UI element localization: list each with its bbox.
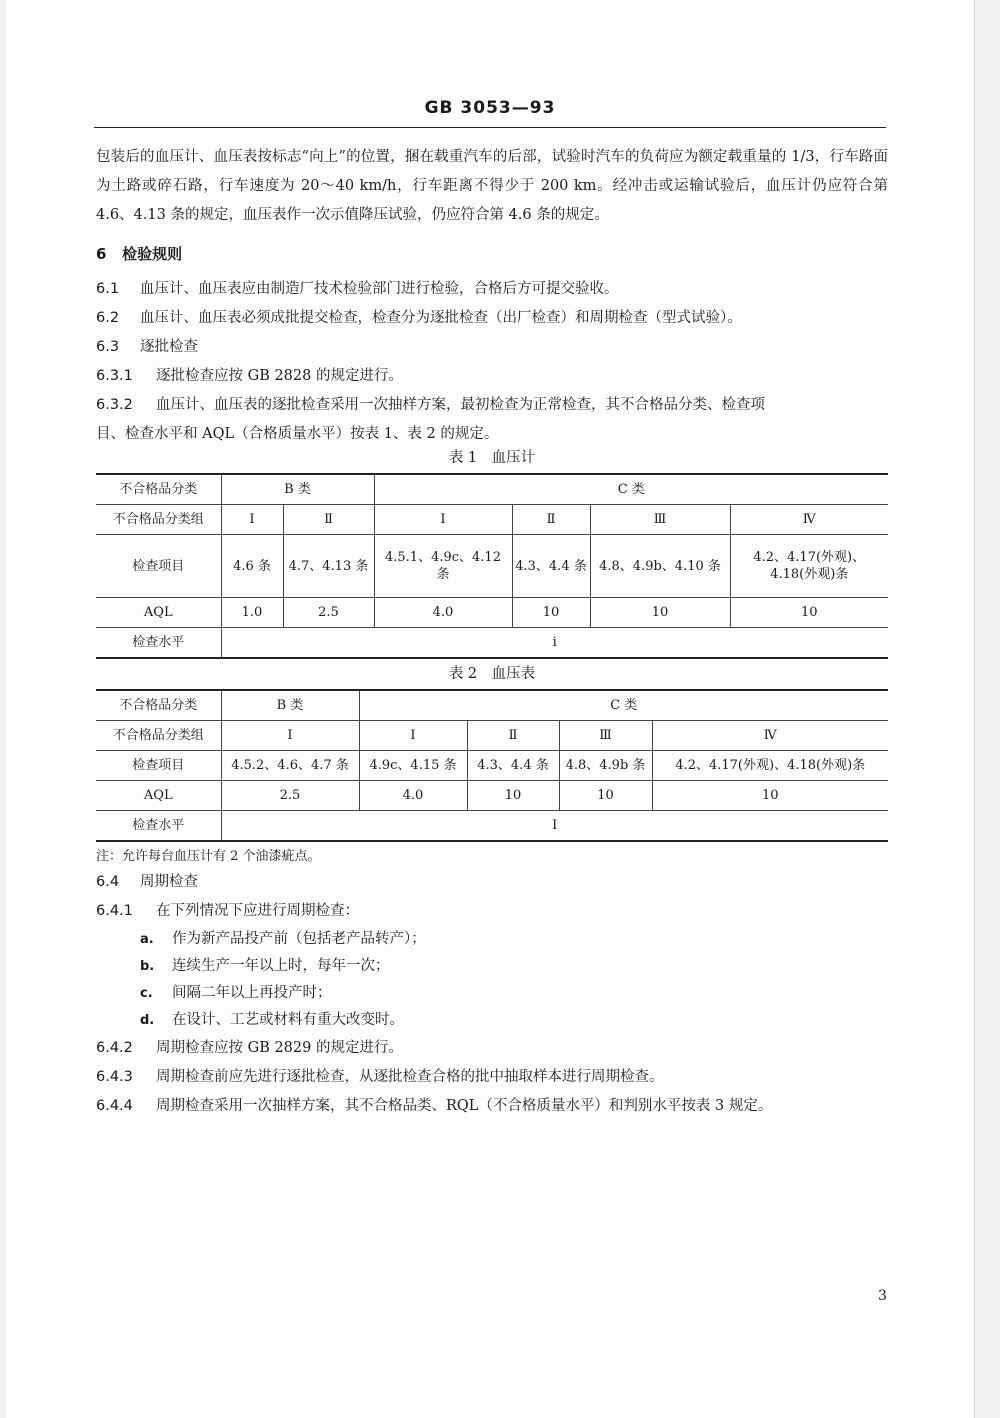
clause-6-3-2-continued: 目、检查水平和 AQL（合格质量水平）按表 1、表 2 的规定。 [96,426,499,442]
table-row [96,535,888,598]
clause-text: 血压计、血压表必须成批提交检查，检查分为逐批检查（出厂检查）和周期检查（型式试验）。 [140,310,742,326]
clause-number: 6.2 [96,310,120,326]
list-item-label: c. [140,986,153,1001]
clause-6-3 [96,333,888,362]
group-cell: Ⅱ [283,505,374,535]
intro-paragraph: 包装后的血压计、血压表按标志“向上”的位置，捆在载重汽车的后部，试验时汽车的负荷应为额定载重量的 1/3，行车路面为土路或碎石路，行车速度为 20～40 km/h，行车距离不得少于 200 km。经冲击或运输试验后，血压计仍应符合第 4.6、4.13 条的规定，血压表作一次示值降压试验，仍应符合第 4.6 条的规定。 [96,149,888,223]
list-item-text: 间隔二年以上再投产时； [172,985,332,1001]
item-line: 4.2、4.17(外观)、 [753,550,866,565]
clause-6-4-3 [96,1063,888,1092]
item-cell: 4.5.2、4.6、4.7 条 [221,751,359,781]
aql-cell: 10 [730,598,888,628]
aql-cell: 4.0 [359,781,467,811]
header-rule [94,127,886,128]
inspection-level-cell: i [221,628,888,659]
clause-6-1 [96,275,888,304]
clause-number: 6.3.2 [96,397,133,413]
section-6-heading [96,240,888,269]
inspection-level-cell: Ⅰ [221,811,888,842]
list-item-label: a. [140,932,154,947]
row-label: 不合格品分类组 [96,721,221,751]
clause-text: 血压计、血压表应由制造厂技术检验部门进行检验，合格后方可提交验收。 [140,281,619,297]
group-cell: Ⅰ [221,505,283,535]
list-item [96,980,888,1007]
item-cell: 4.8、4.9b、4.10 条 [590,535,730,598]
class-b-cell: B 类 [221,474,374,505]
table-row [96,505,888,535]
clause-text: 血压计、血压表的逐批检查采用一次抽样方案，最初检查为正常检查，其不合格品分类、检查项 [156,397,765,413]
aql-cell: 10 [590,598,730,628]
clause-text: 周期检查 [140,874,198,890]
clause-number: 6.4.4 [96,1098,133,1114]
clause-text: 逐批检查 [140,339,198,355]
list-item [96,926,888,953]
clause-number: 6.4.2 [96,1040,133,1056]
item-cell [730,535,888,598]
table-row [96,751,888,781]
row-label: 检查项目 [96,751,221,781]
list-item-text: 连续生产一年以上时，每年一次； [172,958,390,974]
clause-number: 6.4.3 [96,1069,133,1085]
list-item [96,953,888,980]
clause-number: 6.3 [96,339,120,355]
item-cell: 4.2、4.17(外观)、4.18(外观)条 [652,751,888,781]
row-label: 不合格品分类 [96,690,221,721]
item-cell: 4.3、4.4 条 [467,751,559,781]
clause-text: 周期检查采用一次抽样方案，其不合格品类、RQL（不合格质量水平）和判别水平按表 3 规定。 [156,1098,773,1114]
table-row [96,811,888,842]
list-item [96,1007,888,1034]
aql-cell: 1.0 [221,598,283,628]
table-row [96,628,888,659]
table-1-sphygmomanometer [96,473,888,659]
table-row [96,598,888,628]
table-row [96,690,888,721]
clause-6-3-1 [96,362,888,391]
clause-number: 6.1 [96,281,120,297]
aql-cell: 10 [652,781,888,811]
item-line: 4.18(外观)条 [770,567,849,582]
class-c-cell: C 类 [374,474,888,505]
page-content [96,143,888,1121]
clause-6-3-2 [96,391,888,420]
item-cell: 4.9c、4.15 条 [359,751,467,781]
row-label: 检查项目 [96,535,221,598]
row-label: 检查水平 [96,811,221,842]
clause-6-4-4 [96,1092,888,1121]
aql-cell: 4.0 [374,598,512,628]
item-cell: 4.7、4.13 条 [283,535,374,598]
clause-6-4-1 [96,897,888,926]
document-page [6,0,975,1418]
row-label: AQL [96,781,221,811]
group-cell: Ⅲ [590,505,730,535]
group-cell: Ⅱ [467,721,559,751]
clause-6-4-2 [96,1034,888,1063]
aql-cell: 2.5 [283,598,374,628]
section-number: 6 [96,245,107,263]
item-cell: 4.3、4.4 条 [512,535,590,598]
item-cell: 4.8、4.9b 条 [559,751,652,781]
class-b-cell: B 类 [221,690,359,721]
table-2-caption: 表 2 血压表 [448,666,536,682]
group-cell: Ⅳ [652,721,888,751]
list-item-label: b. [140,959,155,974]
aql-cell: 10 [512,598,590,628]
clause-text: 逐批检查应按 GB 2828 的规定进行。 [156,368,403,384]
clause-number: 6.3.1 [96,368,133,384]
clause-number: 6.4 [96,874,120,890]
item-cell: 4.6 条 [221,535,283,598]
table-row [96,721,888,751]
clause-6-2 [96,304,888,333]
row-label: 检查水平 [96,628,221,659]
section-title: 检验规则 [122,245,183,263]
row-label: AQL [96,598,221,628]
list-item-label: d. [140,1013,155,1028]
group-cell: Ⅰ [359,721,467,751]
list-item-text: 在设计、工艺或材料有重大改变时。 [172,1012,404,1028]
item-cell: 4.5.1、4.9c、4.12 条 [374,535,512,598]
group-cell: Ⅲ [559,721,652,751]
table-1-caption: 表 1 血压计 [448,450,536,466]
aql-cell: 10 [467,781,559,811]
row-label: 不合格品分类组 [96,505,221,535]
table-row [96,781,888,811]
group-cell: Ⅱ [512,505,590,535]
aql-cell: 2.5 [221,781,359,811]
clause-text: 在下列情况下应进行周期检查： [156,903,359,919]
aql-cell: 10 [559,781,652,811]
clause-text: 周期检查应按 GB 2829 的规定进行。 [156,1040,403,1056]
class-c-cell: C 类 [359,690,888,721]
group-cell: Ⅰ [221,721,359,751]
row-label: 不合格品分类 [96,474,221,505]
table-row [96,474,888,505]
clause-6-4 [96,868,888,897]
list-item-text: 作为新产品投产前（包括老产品转产）； [172,931,426,947]
clause-number: 6.4.1 [96,903,133,919]
table-note: 注：允许每台血压计有 2 个油漆疵点。 [96,849,321,864]
page-number: 3 [878,1288,887,1304]
group-cell: Ⅰ [374,505,512,535]
standard-code-header: GB 3053—93 [424,98,556,118]
group-cell: Ⅳ [730,505,888,535]
clause-text: 周期检查前应先进行逐批检查，从逐批检查合格的批中抽取样本进行周期检查。 [156,1069,664,1085]
table-2-pressure-gauge [96,689,888,842]
